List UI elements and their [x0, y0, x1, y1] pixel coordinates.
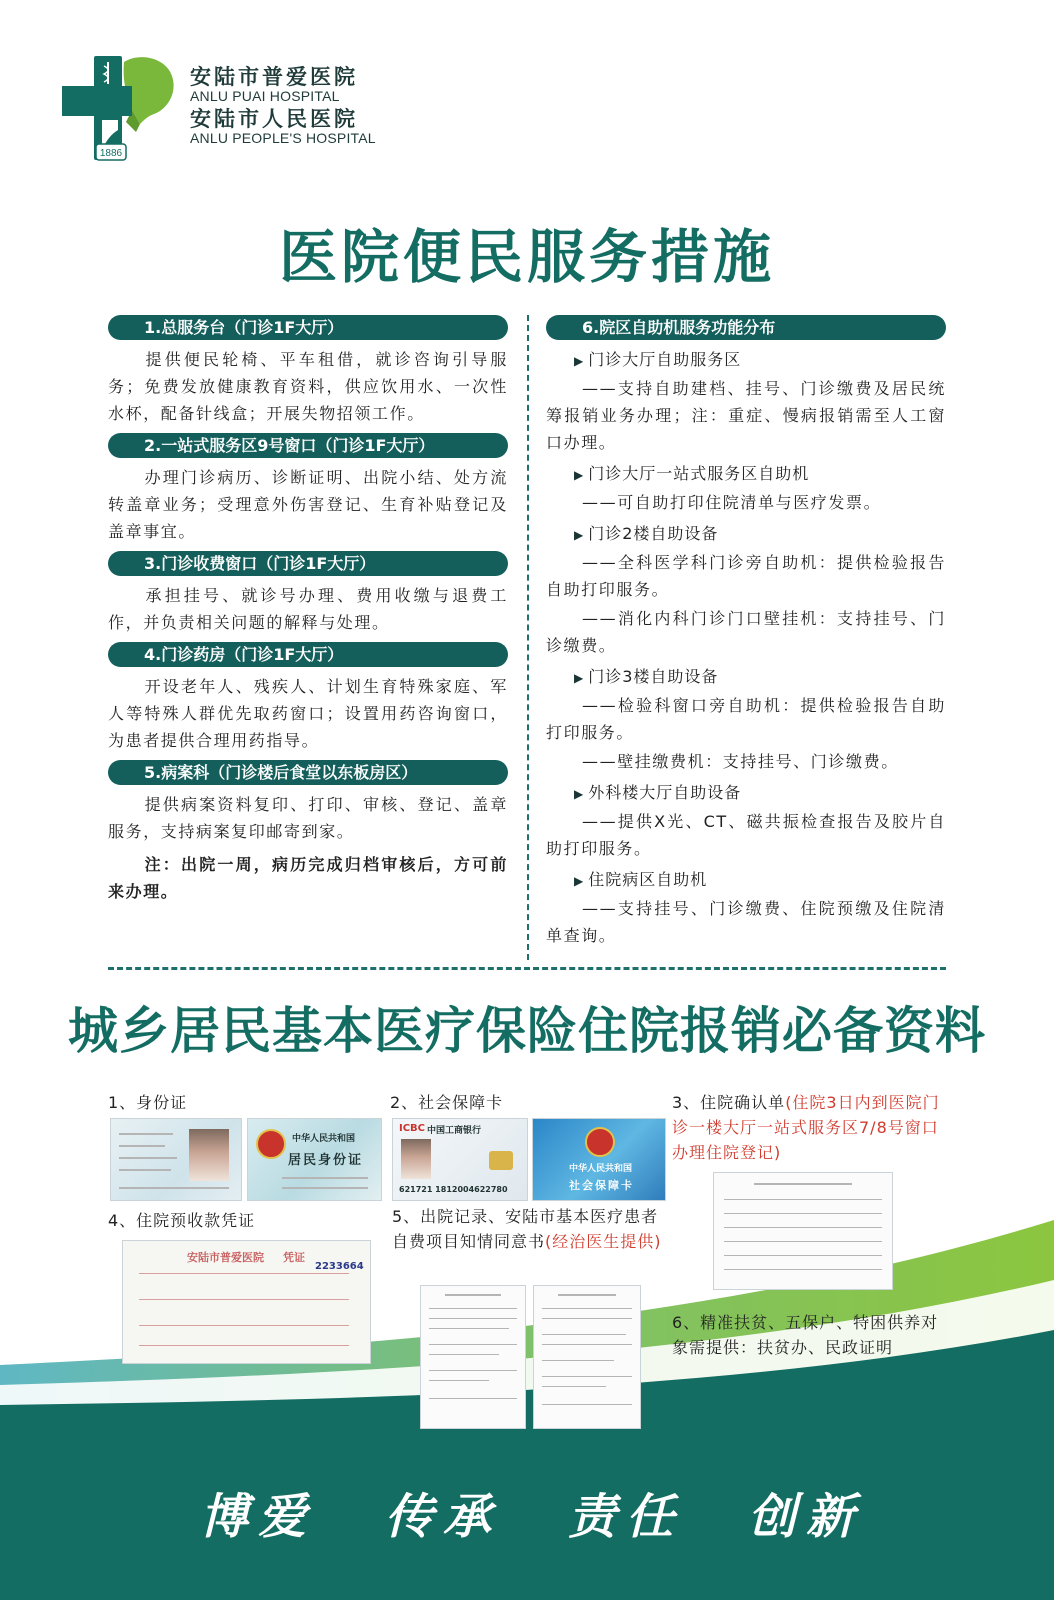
section-text: 开设老年人、残疾人、计划生育特殊家庭、军人等特殊人群优先取药窗口；设置用药咨询窗口，为患者提供合理用药指导。: [108, 677, 508, 750]
triangle-bullet-icon: ▶: [574, 671, 585, 685]
bank-logo-text: ICBC: [399, 1123, 426, 1134]
portrait-photo: [401, 1139, 431, 1179]
kiosk-item: ——壁挂缴费机：支持挂号、门诊缴费。: [582, 752, 899, 771]
section-text: 提供病案资料复印、打印、审核、登记、盖章服务，支持病案复印邮寄到家。: [108, 795, 508, 841]
section-title: 3.门诊收费窗口（门诊1F大厅）: [108, 551, 508, 576]
ss-title-text: 社会保障卡: [569, 1179, 634, 1192]
req-item-admission-form: [672, 1090, 947, 1165]
req-item-social-card: 2、社会保障卡: [390, 1093, 504, 1112]
hospital-name-block: [190, 64, 490, 148]
hospital-name-en-1: ANLU PUAI HOSPITAL: [190, 88, 340, 104]
section-text: 提供便民轮椅、平车租借，就诊咨询引导服务；免费发放健康教育资料，供应饮用水、一次性水杯，配备针线盒；开展失物招领工作。: [108, 350, 508, 423]
kiosk-group: [546, 346, 946, 456]
req-item-id-card: 1、身份证: [108, 1093, 188, 1112]
portrait-photo: [189, 1129, 229, 1181]
kiosk-item: ——消化内科门诊门口壁挂机：支持挂号、门诊缴费。: [546, 609, 946, 655]
kiosk-item: ——可自助打印住院清单与医疗发票。: [582, 493, 882, 512]
main-title: 医院便民服务措施: [278, 223, 775, 291]
section-note: 注：出院一周，病历完成归档审核后，方可前来办理。: [108, 855, 508, 901]
kiosk-group: [546, 866, 946, 949]
section-title: 6.院区自助机服务功能分布: [546, 315, 946, 340]
kiosk-group: [546, 779, 946, 862]
triangle-bullet-icon: ▶: [574, 787, 585, 801]
id-title-text: 居民身份证: [288, 1153, 364, 1168]
section-payment-window: [108, 551, 508, 636]
section-pharmacy: [108, 642, 508, 754]
slogan-inheritance: 传承: [385, 1489, 502, 1545]
kiosk-group: [546, 663, 946, 775]
req-note: (经治医生提供): [545, 1232, 662, 1251]
section-title: 5.病案科（门诊楼后食堂以东板房区）: [108, 760, 508, 785]
req-item-discharge-record: [392, 1204, 667, 1254]
id-card-back-image: [247, 1118, 382, 1201]
req-main: 3、住院确认单: [672, 1093, 786, 1112]
national-emblem-icon: [585, 1127, 615, 1157]
kiosk-group-head: 门诊大厅一站式服务区自助机: [588, 464, 810, 483]
kiosk-group-head: 门诊3楼自助设备: [588, 667, 719, 686]
kiosk-group-head: 外科楼大厅自助设备: [588, 783, 742, 802]
receipt-number-text: 2233664: [315, 1261, 364, 1272]
horizontal-divider: [108, 967, 946, 970]
kiosk-group: [546, 460, 946, 516]
slogan-responsibility: 责任: [568, 1489, 685, 1545]
bank-card-number: 621721 1812004622780: [399, 1185, 508, 1194]
section-title: 1.总服务台（门诊1F大厅）: [108, 315, 508, 340]
deposit-receipt-image: [122, 1240, 371, 1364]
slogan-fraternity: 博爱: [200, 1489, 317, 1545]
hospital-name-cn-1: 安陆市普爱医院: [190, 64, 358, 89]
slogan-innovation: 创新: [748, 1489, 865, 1545]
receipt-label-text: 凭证: [283, 1251, 305, 1264]
section-medical-records: [108, 760, 508, 905]
vertical-divider: [527, 315, 529, 960]
section-service-desk: [108, 315, 508, 427]
section-one-stop-window: [108, 433, 508, 545]
ss-country-text: 中华人民共和国: [569, 1164, 633, 1174]
discharge-record-image: [420, 1285, 526, 1429]
bank-name-text: 中国工商银行: [427, 1126, 482, 1136]
triangle-bullet-icon: ▶: [574, 528, 585, 542]
hospital-logo: [62, 50, 182, 168]
bank-card-image: [392, 1118, 528, 1201]
triangle-bullet-icon: ▶: [574, 354, 585, 368]
kiosk-item: ——全科医学科门诊旁自助机：提供检验报告自助打印服务。: [546, 553, 946, 599]
social-security-card-image: [532, 1118, 666, 1201]
req-item-deposit-receipt: 4、住院预收款凭证: [108, 1211, 256, 1230]
hospital-name-en-2: ANLU PEOPLE'S HOSPITAL: [190, 130, 376, 146]
id-country-text: 中华人民共和国: [292, 1134, 356, 1144]
triangle-bullet-icon: ▶: [574, 874, 585, 888]
kiosk-group-head: 门诊2楼自助设备: [588, 524, 719, 543]
section-text: 承担挂号、就诊号办理、费用收缴与退费工作，并负责相关问题的解释与处理。: [108, 586, 508, 632]
req-item-poverty-proof: 6、精准扶贫、五保户、特困供养对象需提供：扶贫办、民政证明: [672, 1313, 939, 1357]
id-card-front-image: [110, 1118, 242, 1201]
req-main: 5、出院记录、安陆市基本医疗患者自费项目知情同意书: [392, 1207, 659, 1251]
kiosk-item: ——支持自助建档、挂号、门诊缴费及居民统筹报销业务办理；注：重症、慢病报销需至人工窗口办理。: [546, 379, 946, 452]
receipt-title-text: 安陆市普爱医院: [187, 1251, 264, 1264]
kiosk-item: ——提供X光、CT、磁共振检查报告及胶片自助打印服务。: [546, 812, 946, 858]
consent-form-image: [533, 1285, 641, 1429]
left-column: [108, 315, 508, 911]
hospital-name-cn-2: 安陆市人民医院: [190, 106, 358, 131]
card-chip-icon: [489, 1151, 513, 1170]
kiosk-group-head: 住院病区自助机: [588, 870, 708, 889]
kiosk-group: [546, 520, 946, 659]
right-column: [546, 315, 946, 951]
req-note: (住院3日内到医院门诊一楼大厅一站式服务区7/8号窗口办理住院登记): [672, 1093, 940, 1162]
logo-year: 1886: [99, 148, 123, 159]
insurance-title: 城乡居民基本医疗保险住院报销必备资料: [68, 1001, 986, 1060]
admission-form-image: [713, 1172, 893, 1290]
kiosk-item: ——支持挂号、门诊缴费、住院预缴及住院清单查询。: [546, 899, 946, 945]
kiosk-group-head: 门诊大厅自助服务区: [588, 350, 742, 369]
section-title: 4.门诊药房（门诊1F大厅）: [108, 642, 508, 667]
section-title: 2.一站式服务区9号窗口（门诊1F大厅）: [108, 433, 508, 458]
triangle-bullet-icon: ▶: [574, 468, 585, 482]
kiosk-item: ——检验科窗口旁自助机：提供检验报告自助打印服务。: [546, 696, 946, 742]
section-text: 办理门诊病历、诊断证明、出院小结、处方流转盖章业务；受理意外伤害登记、生育补贴登记及盖章事宜。: [108, 468, 508, 541]
national-emblem-icon: [256, 1129, 286, 1159]
